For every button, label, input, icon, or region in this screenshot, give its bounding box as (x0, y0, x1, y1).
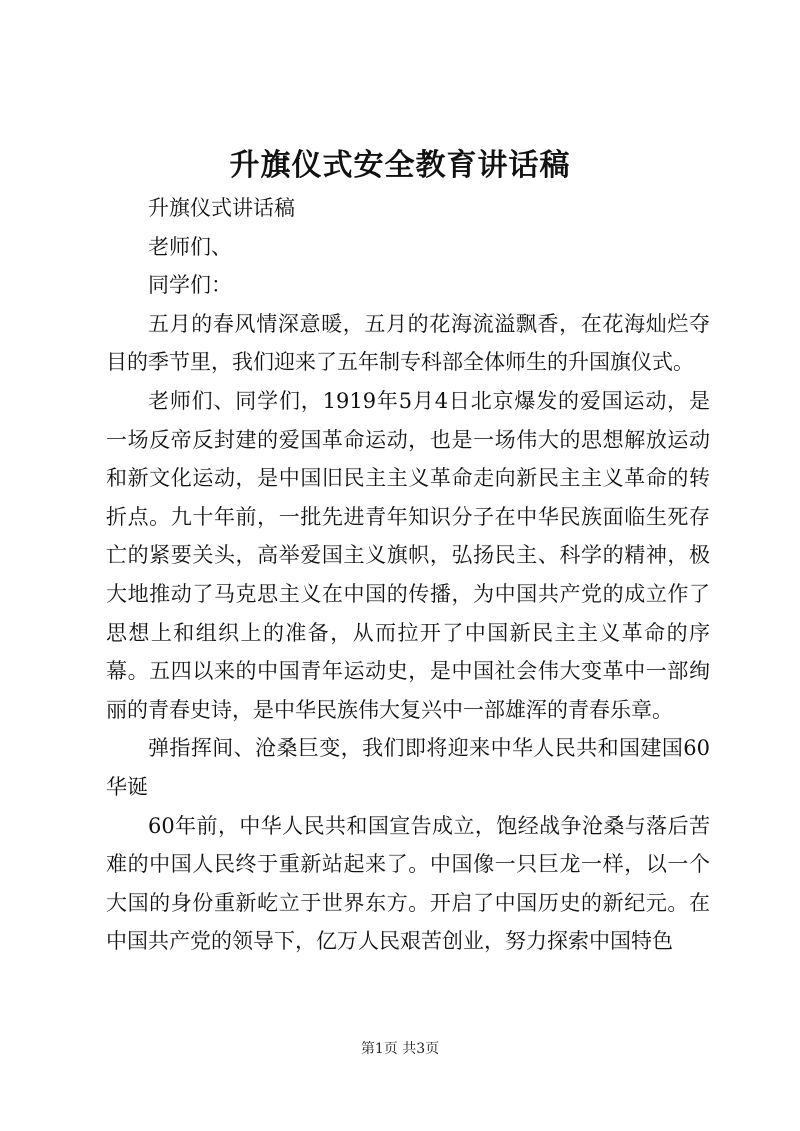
document-title: 升旗仪式安全教育讲话稿 (229, 148, 571, 183)
paragraph: 老师们、同学们，1919年5月4日北京爆发的爱国运动，是一场反帝反封建的爱国革命运动，也是一场伟大的思想解放运动和新文化运动，是中国旧民主主义革命走向新民主主义革命的转折点。九十年前，一批先进青年知识分子在中华民族面临生死存亡的紧要关头，高举爱国主义旗帜，弘扬民主、科学的精神，极大地推动了马克思主义在中国的传播，为中国共产党的成立作了思想上和组织上的准备，从而拉开了中国新民主主义革命的序幕。五四以来的中国青年运动史，是中国社会伟大变革中一部绚丽的青春史诗，是中华民族伟大复兴中一部雄浑的青春乐章。 (106, 388, 710, 722)
paragraph: 同学们： (148, 273, 232, 298)
paragraph: 弹指挥间、沧桑巨变，我们即将迎来中华人民共和国建国60华诞 (106, 736, 710, 799)
paragraph: 60年前，中华人民共和国宣告成立，饱经战争沧桑与落后苦难的中国人民终于重新站起来了。中国像一只巨龙一样，以一个大国的身份重新屹立于世界东方。开启了中国历史的新纪元。在中国共产党的领导下，亿万人民艰苦创业，努力探索中国特色 (106, 813, 710, 954)
paragraph: 升旗仪式讲话稿 (148, 196, 295, 220)
paragraph: 五月的春风情深意暖，五月的花海流溢飘香，在花海灿烂夺目的季节里，我们迎来了五年制专科部全体师生的升国旗仪式。 (106, 311, 710, 375)
document-body (106, 189, 710, 961)
paragraph: 老师们、 (148, 234, 232, 259)
page-footer: 第1页 共3页 (360, 1041, 440, 1057)
